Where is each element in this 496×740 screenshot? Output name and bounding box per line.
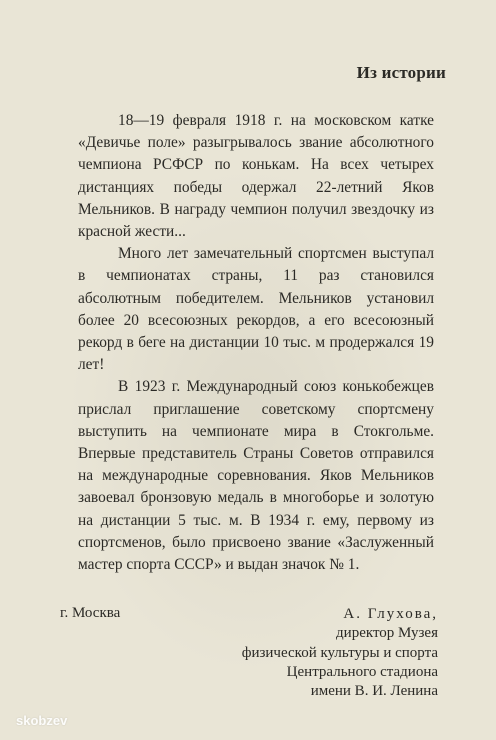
paragraph-2: Много лет замечательный спортсмен выступал в чемпионатах страны, 11 раз становился абсолютным победителем. Мельников установил более 20 всесоюзных рекордов, а его всесоюзный рекорд в беге на дистанции 10 тыс. м продержался 19 лет! <box>78 245 434 374</box>
signature-position-line-3: Центрального стадиона <box>286 663 438 680</box>
signature-city: г. Москва <box>60 605 121 621</box>
section-title: Из истории <box>356 63 446 82</box>
watermark: skobzev <box>16 713 68 728</box>
signature-name: А. Глухова, <box>343 606 438 622</box>
signature-position-line-1: директор Музея <box>336 625 438 642</box>
signature-block <box>242 605 438 701</box>
signature-position-line-4: имени В. И. Ленина <box>310 683 438 700</box>
signature-position-line-2: физической культуры и спорта <box>241 644 438 661</box>
paragraph-1: 18—19 февраля 1918 г. на московском катке «Девичье поле» разыгрывалось звание абсолютного чемпиона РСФСР по конькам. На всех четырех дистанциях победы одержал 22-летний Яков Мельников. В награду чемпион получил звездочку из красной жести... <box>78 112 434 241</box>
article-body <box>78 110 434 576</box>
paragraph-3: В 1923 г. Международный союз конькобежцев прислал приглашение советскому спортсмену выступить на чемпионате мира в Стокгольме. Впервые представитель Страны Советов отправился на международные соревнования. Яков Мельников завоевал бронзовую медаль в многоборье и золотую на дистанции 5 тыс. м. В 1934 г. ему, первому из спортсменов, было присвоено звание «Заслуженный мастер спорта СССР» и выдан значок № 1. <box>78 378 434 574</box>
